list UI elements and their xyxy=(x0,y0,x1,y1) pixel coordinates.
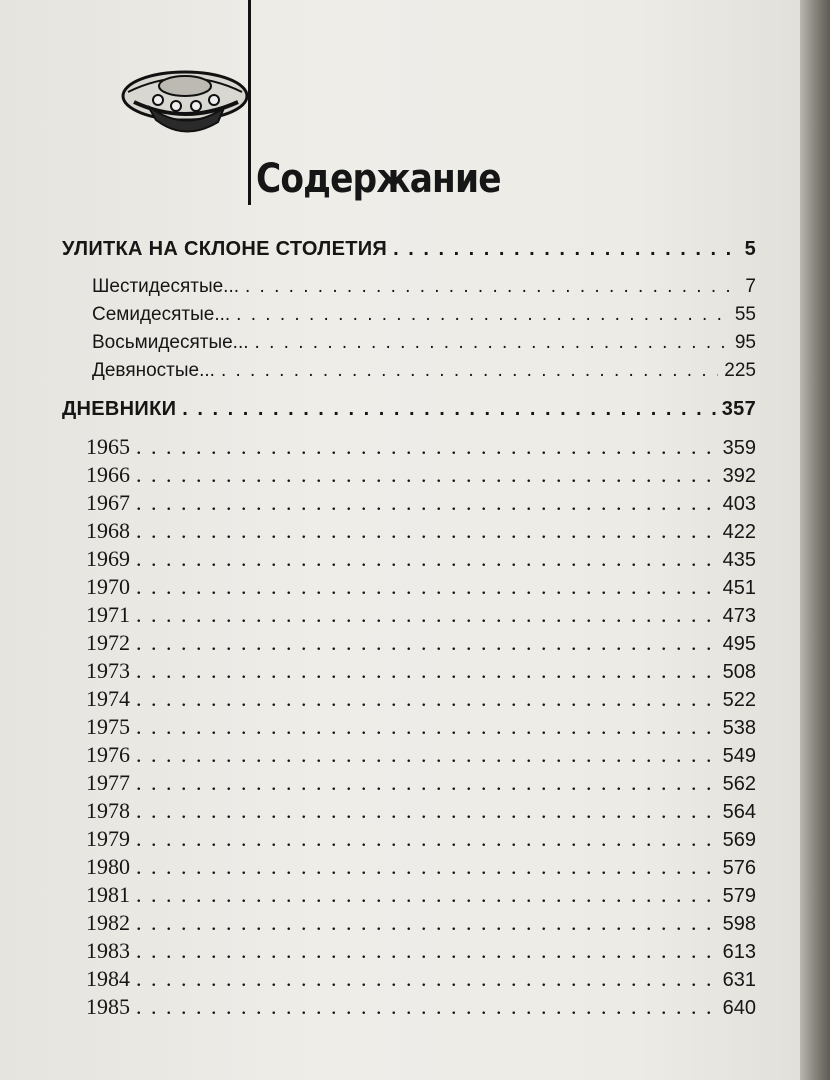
toc-entry xyxy=(86,546,756,572)
toc-entry xyxy=(86,966,756,992)
toc-section xyxy=(62,238,756,261)
toc-entry xyxy=(86,518,756,544)
toc-entry-title: 1980 xyxy=(86,854,130,879)
toc-entry-title: 1972 xyxy=(86,630,130,655)
toc-entry-title: 1966 xyxy=(86,462,130,487)
toc-page-number: 640 xyxy=(722,997,756,1019)
toc-page-number: 403 xyxy=(722,493,756,515)
toc-entry xyxy=(92,276,756,298)
dot-leader xyxy=(136,910,717,936)
toc-section xyxy=(62,398,756,421)
dot-leader xyxy=(136,630,717,656)
toc-page-number: 569 xyxy=(722,829,756,851)
toc-page-number: 562 xyxy=(722,773,756,795)
toc-entry-title: 1965 xyxy=(86,434,130,459)
dot-leader xyxy=(136,714,717,740)
dot-leader xyxy=(136,602,717,628)
dot-leader xyxy=(136,462,717,488)
dot-leader xyxy=(255,332,729,354)
toc-entry-title: Девяностые... xyxy=(92,360,215,381)
toc-page-number: 576 xyxy=(722,857,756,879)
dot-leader xyxy=(136,518,717,544)
toc-entry-title: Семидесятые... xyxy=(92,304,231,325)
toc-page-number: 598 xyxy=(722,913,756,935)
toc-entry xyxy=(86,742,756,768)
toc-entry-title: 1985 xyxy=(86,994,130,1019)
dot-leader xyxy=(221,360,718,382)
toc-page-number: 549 xyxy=(722,745,756,767)
toc-entry xyxy=(86,574,756,600)
toc-page-number: 422 xyxy=(722,521,756,543)
page-title: Содержание xyxy=(256,156,501,202)
book-gutter-shadow xyxy=(800,0,830,1080)
toc-page-number: 631 xyxy=(722,969,756,991)
toc-page-number: 495 xyxy=(722,633,756,655)
dot-leader xyxy=(393,238,738,261)
toc-entry xyxy=(86,434,756,460)
dot-leader xyxy=(136,966,717,992)
toc-page-number: 613 xyxy=(722,941,756,963)
toc-entry xyxy=(86,770,756,796)
dot-leader xyxy=(136,742,717,768)
ufo-icon xyxy=(120,56,250,146)
dot-leader xyxy=(136,658,717,684)
toc-section-title: ДНЕВНИКИ xyxy=(62,398,177,420)
toc-entry xyxy=(86,798,756,824)
dot-leader xyxy=(136,434,717,460)
dot-leader xyxy=(136,854,717,880)
toc-entry xyxy=(86,826,756,852)
toc-entry-title: 1982 xyxy=(86,910,130,935)
toc-page-number: 392 xyxy=(722,465,756,487)
toc-entry-title: 1976 xyxy=(86,742,130,767)
dot-leader xyxy=(236,304,729,326)
toc-entry xyxy=(92,304,756,326)
dot-leader xyxy=(136,490,717,516)
toc-page-number: 473 xyxy=(722,605,756,627)
toc-entry-title: 1979 xyxy=(86,826,130,851)
dot-leader xyxy=(136,826,717,852)
toc-entry-title: 1983 xyxy=(86,938,130,963)
toc-entry xyxy=(86,854,756,880)
toc-page-number: 564 xyxy=(722,801,756,823)
toc-page-number: 225 xyxy=(724,360,756,381)
toc-entry xyxy=(86,658,756,684)
toc-entry xyxy=(86,938,756,964)
toc-page-number: 7 xyxy=(745,276,756,297)
toc-entry-title: 1977 xyxy=(86,770,130,795)
toc-entry xyxy=(86,602,756,628)
toc-entry-title: 1984 xyxy=(86,966,130,991)
toc-page-number: 538 xyxy=(722,717,756,739)
toc-entry xyxy=(86,714,756,740)
toc-page-number: 5 xyxy=(744,238,756,260)
dot-leader xyxy=(136,938,717,964)
toc-page-number: 95 xyxy=(734,332,756,353)
toc-entry xyxy=(86,882,756,908)
toc-section-title: УЛИТКА НА СКЛОНЕ СТОЛЕТИЯ xyxy=(62,238,388,260)
toc-entry-title: 1974 xyxy=(86,686,130,711)
dot-leader xyxy=(136,770,717,796)
toc-entry xyxy=(86,994,756,1020)
toc-entry-title: Восьмидесятые... xyxy=(92,332,249,353)
toc-entry xyxy=(92,332,756,354)
toc-page-number: 522 xyxy=(722,689,756,711)
dot-leader xyxy=(136,798,717,824)
toc-entry-title: 1973 xyxy=(86,658,130,683)
toc-page-number: 579 xyxy=(722,885,756,907)
dot-leader xyxy=(136,574,717,600)
toc-page-number: 508 xyxy=(722,661,756,683)
dot-leader xyxy=(182,398,715,421)
toc-entry-title: 1981 xyxy=(86,882,130,907)
dot-leader xyxy=(245,276,739,298)
dot-leader xyxy=(136,882,717,908)
toc-entry xyxy=(86,462,756,488)
toc-entry xyxy=(86,630,756,656)
toc-entry-title: Шестидесятые... xyxy=(92,276,239,297)
toc-entry xyxy=(86,910,756,936)
toc-entry-title: 1970 xyxy=(86,574,130,599)
toc-entry-title: 1968 xyxy=(86,518,130,543)
toc-entry-title: 1967 xyxy=(86,490,130,515)
dot-leader xyxy=(136,686,717,712)
toc-page-number: 451 xyxy=(722,577,756,599)
toc-entry-title: 1969 xyxy=(86,546,130,571)
toc-entry-title: 1978 xyxy=(86,798,130,823)
toc-entry xyxy=(86,686,756,712)
toc-page-number: 357 xyxy=(721,398,756,420)
toc-entry-title: 1971 xyxy=(86,602,130,627)
dot-leader xyxy=(136,546,717,572)
toc-entry xyxy=(92,360,756,382)
toc-entry xyxy=(86,490,756,516)
toc-page-number: 435 xyxy=(722,549,756,571)
dot-leader xyxy=(136,994,717,1020)
toc-page-number: 55 xyxy=(734,304,756,325)
toc-page-number: 359 xyxy=(722,437,756,459)
toc-entry-title: 1975 xyxy=(86,714,130,739)
